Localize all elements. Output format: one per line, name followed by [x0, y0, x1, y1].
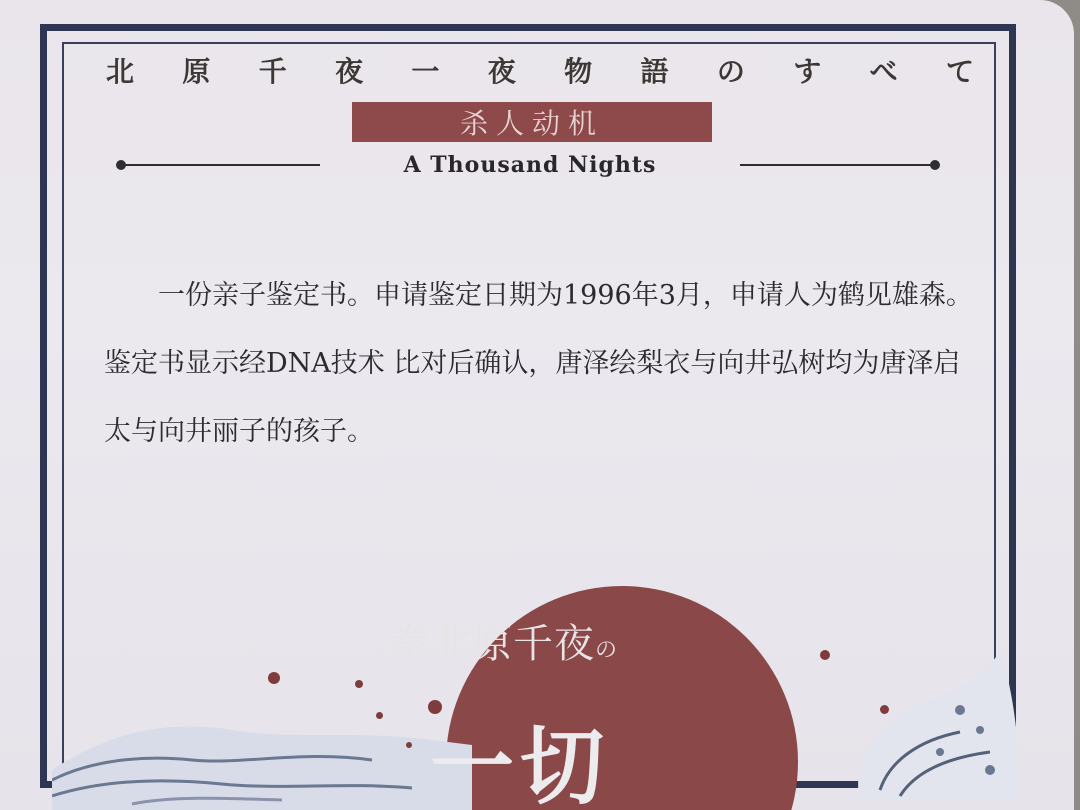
header-char: 千 [258, 55, 287, 88]
wave-right-icon [820, 640, 1020, 800]
divider-dot-icon [116, 160, 126, 170]
header-char: て [945, 55, 974, 88]
divider-right [740, 164, 936, 166]
header-char: 語 [640, 55, 669, 88]
header-char: の [716, 55, 745, 88]
brand-prefix: 拳 [390, 621, 431, 667]
header-char: べ [869, 55, 898, 88]
body-paragraph: 一份亲子鉴定书。申请鉴定日期为1996年3月，申请人为鹤见雄森。鉴定书显示经DNA技术 比对后确认，唐泽绘梨衣与向井弘树均为唐泽启太与向井丽子的孩子。 [104, 280, 973, 447]
spatter-dot [820, 650, 830, 660]
header-char: す [793, 55, 822, 88]
wave-left-icon [52, 700, 472, 810]
spatter-dot [355, 680, 363, 688]
header-char: 夜 [335, 55, 364, 88]
brand-title [390, 612, 618, 669]
spatter-dot [268, 672, 280, 684]
divider-left [120, 164, 320, 166]
motive-label: 杀人动机 [352, 102, 712, 142]
spatter-dot [406, 742, 412, 748]
header-char: 物 [564, 55, 593, 88]
header-char: 北 [105, 55, 134, 88]
brand-main: 一切 [430, 717, 611, 810]
header-char: 原 [182, 55, 211, 88]
subtitle: A Thousand Nights [403, 152, 657, 178]
header-char: 夜 [487, 55, 516, 88]
header-char: 一 [411, 55, 440, 88]
spatter-dot [880, 705, 889, 714]
divider-dot-icon [930, 160, 940, 170]
spatter-dot [376, 712, 383, 719]
brand-name: 北原千夜 [431, 621, 595, 667]
header-title [100, 50, 980, 90]
brand-particle: の [595, 638, 619, 663]
